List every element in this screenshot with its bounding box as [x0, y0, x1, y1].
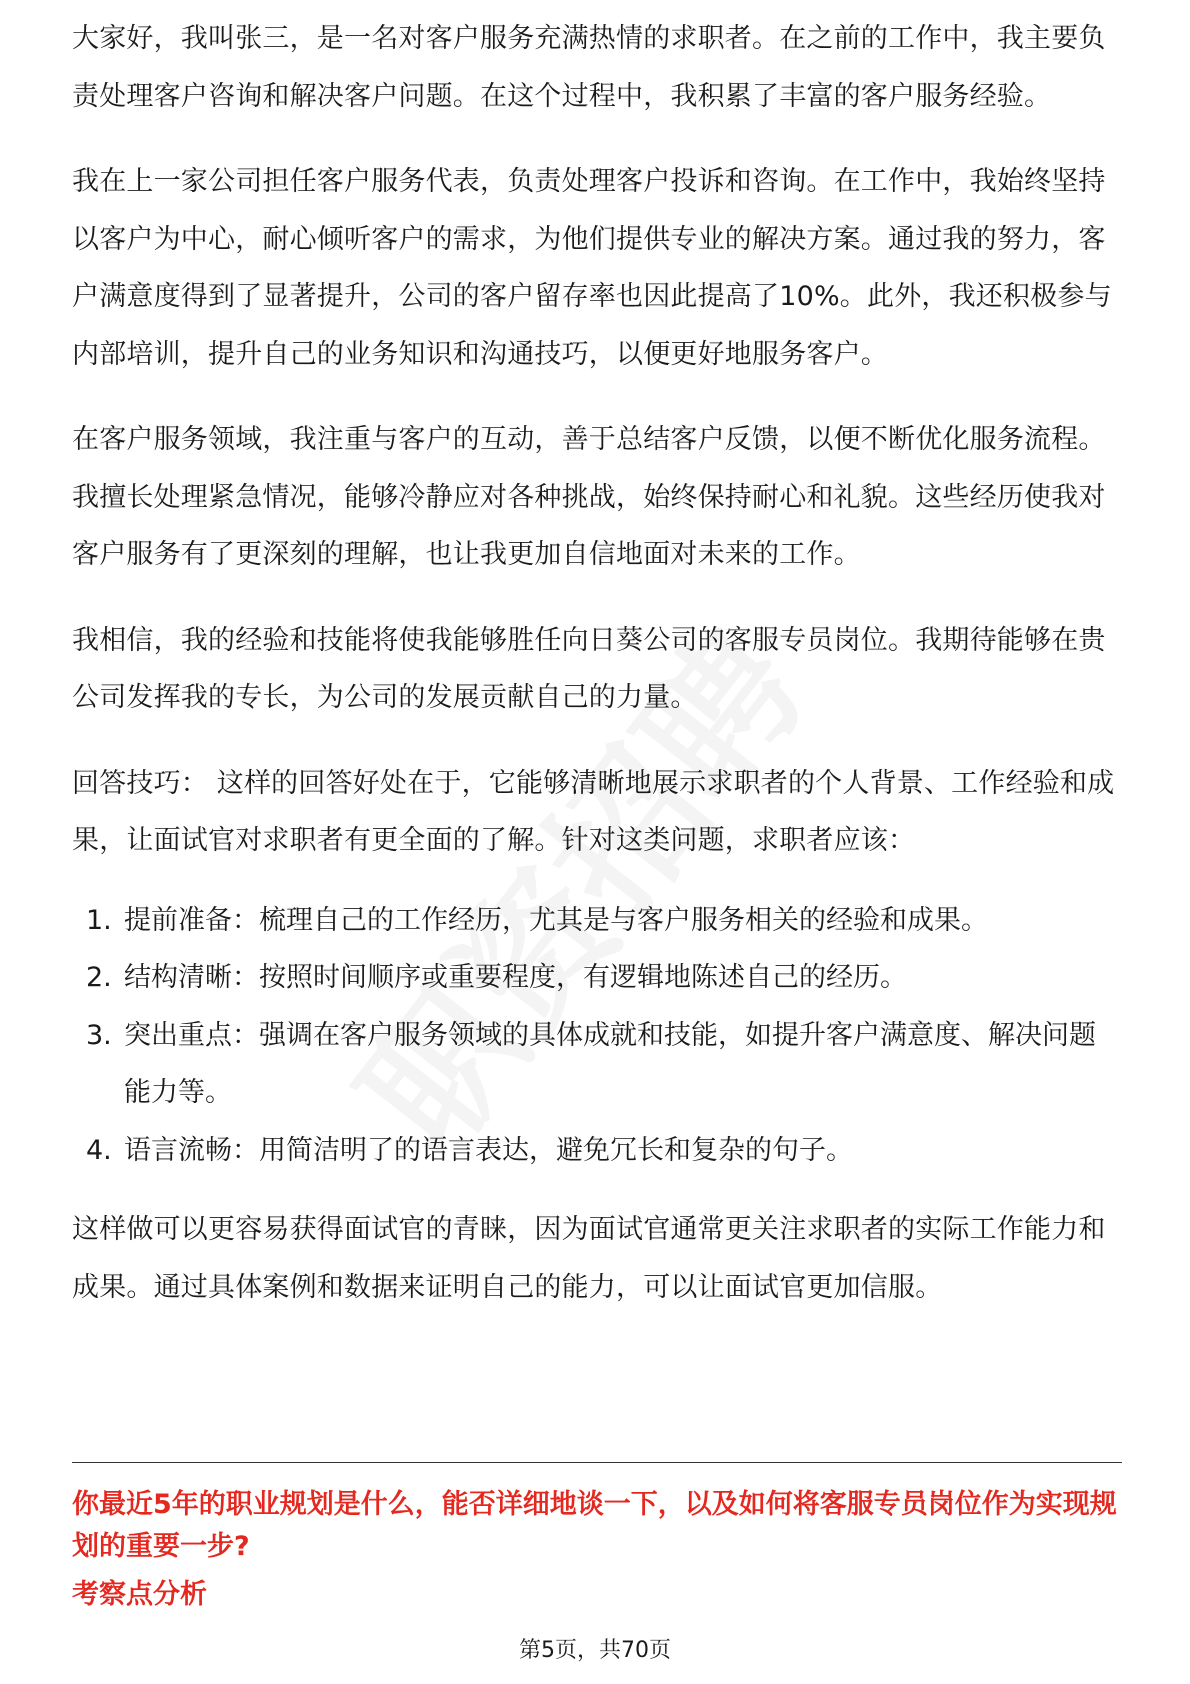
list-item: [72, 1122, 1122, 1180]
tips-list: [72, 892, 1122, 1180]
page-number: 第5页，共70页: [519, 1638, 671, 1663]
question-heading: 你最近5年的职业规划是什么，能否详细地谈一下，以及如何将客服专员岗位作为实现规划的重要一步?: [72, 1489, 1117, 1562]
section-divider: [72, 1462, 1122, 1463]
list-number: 4.: [86, 1134, 112, 1166]
list-text: 提前准备：梳理自己的工作经历，尤其是与客户服务相关的经验和成果。: [124, 904, 988, 936]
paragraph-closing: 这样做可以更容易获得面试官的青睐，因为面试官通常更关注求职者的实际工作能力和成果。通过具体案例和数据来证明自己的能力，可以让面试官更加信服。: [72, 1214, 1106, 1303]
paragraph-service-field: 在客户服务领域，我注重与客户的互动，善于总结客户反馈，以便不断优化服务流程。我擅长处理紧急情况，能够冷静应对各种挑战，始终保持耐心和礼貌。这些经历使我对客户服务有了更深刻的理解，也让我更加自信地面对未来的工作。: [72, 424, 1106, 570]
list-text: 语言流畅：用简洁明了的语言表达，避免冗长和复杂的句子。: [124, 1134, 853, 1166]
list-item: [72, 949, 1122, 1007]
list-item: [72, 892, 1122, 950]
list-number: 2.: [86, 962, 112, 993]
list-number: 1.: [86, 904, 112, 936]
paragraph-intro: 大家好，我叫张三，是一名对客户服务充满热情的求职者。在之前的工作中，我主要负责处理客户咨询和解决客户问题。在这个过程中，我积累了丰富的客户服务经验。: [72, 23, 1106, 112]
list-number: 3.: [86, 1019, 112, 1051]
list-text: 突出重点：强调在客户服务领域的具体成就和技能，如提升客户满意度、解决问题能力等。: [124, 1019, 1096, 1108]
paragraph-confidence: 我相信，我的经验和技能将使我能够胜任向日葵公司的客服专员岗位。我期待能够在贵公司发挥我的专长，为公司的发展贡献自己的力量。: [72, 624, 1106, 713]
analysis-heading: 考察点分析: [72, 1579, 207, 1610]
list-item: [72, 1007, 1122, 1122]
body-content: [72, 14, 1122, 1344]
paragraph-experience: 我在上一家公司担任客户服务代表，负责处理客户投诉和咨询。在工作中，我始终坚持以客户为中心，耐心倾听客户的需求，为他们提供专业的解决方案。通过我的努力，客户满意度得到了显著提升，公司的客户留存率也因此提高了10%。此外，我还积极参与内部培训，提升自己的业务知识和沟通技巧，以便更好地服务客户。: [72, 166, 1112, 370]
paragraph-tips-intro: 回答技巧： 这样的回答好处在于，它能够清晰地展示求职者的个人背景、工作经验和成果，让面试官对求职者有更全面的了解。针对这类问题，求职者应该：: [72, 767, 1115, 856]
list-text: 结构清晰：按照时间顺序或重要程度，有逻辑地陈述自己的经历。: [124, 962, 907, 993]
